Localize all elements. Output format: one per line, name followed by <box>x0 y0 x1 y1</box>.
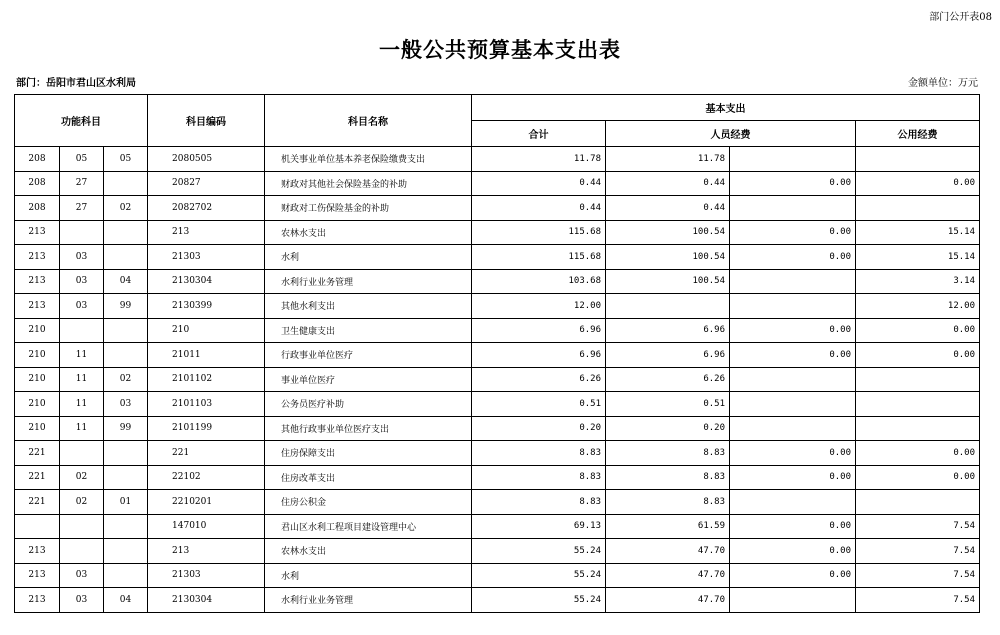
public-amount-cell: 12.00 <box>856 294 980 319</box>
budget-table <box>14 94 980 613</box>
func-class-cell: 213 <box>15 563 60 588</box>
func-section-cell <box>60 318 104 343</box>
func-item-cell <box>104 514 148 539</box>
personnel-sub-amount-cell: 0.00 <box>730 514 856 539</box>
subject-code-cell: 21303 <box>148 563 265 588</box>
subject-name-cell: 水利行业业务管理 <box>265 269 472 294</box>
total-amount-cell: 0.51 <box>472 392 606 417</box>
personnel-sub-amount-cell <box>730 269 856 294</box>
total-amount-cell: 0.44 <box>472 196 606 221</box>
func-class-cell: 208 <box>15 147 60 172</box>
table-row <box>15 245 980 270</box>
personnel-amount-cell: 100.54 <box>606 220 730 245</box>
table-row <box>15 465 980 490</box>
public-amount-cell: 15.14 <box>856 245 980 270</box>
func-section-cell: 02 <box>60 490 104 515</box>
header-personnel: 人员经费 <box>606 121 856 147</box>
func-class-cell: 213 <box>15 245 60 270</box>
public-amount-cell: 0.00 <box>856 171 980 196</box>
table-row <box>15 588 980 613</box>
subject-name-cell: 行政事业单位医疗 <box>265 343 472 368</box>
func-item-cell <box>104 220 148 245</box>
subject-name-cell: 公务员医疗补助 <box>265 392 472 417</box>
func-item-cell: 99 <box>104 416 148 441</box>
func-section-cell <box>60 220 104 245</box>
total-amount-cell: 6.96 <box>472 318 606 343</box>
func-item-cell: 02 <box>104 367 148 392</box>
func-item-cell <box>104 343 148 368</box>
table-row <box>15 196 980 221</box>
personnel-amount-cell: 8.83 <box>606 490 730 515</box>
subject-name-cell: 其他水利支出 <box>265 294 472 319</box>
header-subject-name: 科目名称 <box>265 95 472 147</box>
func-class-cell: 208 <box>15 171 60 196</box>
func-section-cell: 03 <box>60 269 104 294</box>
personnel-amount-cell <box>606 294 730 319</box>
amount-unit-label: 金额单位：万元 <box>908 78 978 89</box>
subject-code-cell: 22102 <box>148 465 265 490</box>
func-section-cell: 11 <box>60 343 104 368</box>
func-class-cell: 213 <box>15 588 60 613</box>
subject-code-cell: 210 <box>148 318 265 343</box>
page-title: 一般公共预算基本支出表 <box>379 37 621 62</box>
func-class-cell: 210 <box>15 343 60 368</box>
personnel-amount-cell: 0.20 <box>606 416 730 441</box>
header-total: 合计 <box>472 121 606 147</box>
table-row <box>15 294 980 319</box>
func-class-cell: 213 <box>15 294 60 319</box>
subject-name-cell: 农林水支出 <box>265 220 472 245</box>
table-row <box>15 171 980 196</box>
public-amount-cell: 7.54 <box>856 563 980 588</box>
personnel-sub-amount-cell: 0.00 <box>730 343 856 368</box>
subject-code-cell: 2130399 <box>148 294 265 319</box>
table-body <box>15 147 980 613</box>
table-row <box>15 514 980 539</box>
table-row <box>15 269 980 294</box>
total-amount-cell: 115.68 <box>472 245 606 270</box>
func-class-cell: 221 <box>15 465 60 490</box>
subject-name-cell: 水利 <box>265 563 472 588</box>
subject-code-cell: 2101199 <box>148 416 265 441</box>
personnel-amount-cell: 100.54 <box>606 269 730 294</box>
personnel-sub-amount-cell <box>730 416 856 441</box>
subject-name-cell: 财政对工伤保险基金的补助 <box>265 196 472 221</box>
func-item-cell <box>104 441 148 466</box>
personnel-sub-amount-cell <box>730 294 856 319</box>
public-amount-cell: 7.54 <box>856 514 980 539</box>
total-amount-cell: 0.44 <box>472 171 606 196</box>
table-row <box>15 343 980 368</box>
header-func-subject: 功能科目 <box>15 95 148 147</box>
personnel-amount-cell: 0.44 <box>606 196 730 221</box>
header-public: 公用经费 <box>856 121 980 147</box>
total-amount-cell: 69.13 <box>472 514 606 539</box>
public-amount-cell: 7.54 <box>856 539 980 564</box>
personnel-amount-cell: 6.96 <box>606 343 730 368</box>
table-row <box>15 563 980 588</box>
public-amount-cell <box>856 367 980 392</box>
subject-code-cell: 2101103 <box>148 392 265 417</box>
subject-code-cell: 2080505 <box>148 147 265 172</box>
public-amount-cell: 3.14 <box>856 269 980 294</box>
total-amount-cell: 11.78 <box>472 147 606 172</box>
public-amount-cell <box>856 490 980 515</box>
func-section-cell: 05 <box>60 147 104 172</box>
func-item-cell <box>104 465 148 490</box>
func-section-cell: 03 <box>60 294 104 319</box>
personnel-amount-cell: 0.51 <box>606 392 730 417</box>
subject-name-cell: 水利 <box>265 245 472 270</box>
subject-name-cell: 水利行业业务管理 <box>265 588 472 613</box>
func-item-cell <box>104 318 148 343</box>
public-amount-cell <box>856 147 980 172</box>
header-basic-expense: 基本支出 <box>472 95 980 121</box>
public-amount-cell <box>856 392 980 417</box>
func-item-cell: 02 <box>104 196 148 221</box>
personnel-sub-amount-cell <box>730 392 856 417</box>
func-class-cell: 221 <box>15 441 60 466</box>
func-class-cell: 221 <box>15 490 60 515</box>
total-amount-cell: 12.00 <box>472 294 606 319</box>
func-section-cell: 03 <box>60 245 104 270</box>
subject-name-cell: 君山区水利工程项目建设管理中心 <box>265 514 472 539</box>
func-class-cell: 213 <box>15 539 60 564</box>
subject-name-cell: 机关事业单位基本养老保险缴费支出 <box>265 147 472 172</box>
total-amount-cell: 55.24 <box>472 588 606 613</box>
func-section-cell <box>60 441 104 466</box>
subject-code-cell: 213 <box>148 220 265 245</box>
func-class-cell: 213 <box>15 220 60 245</box>
personnel-sub-amount-cell <box>730 367 856 392</box>
public-amount-cell <box>856 416 980 441</box>
personnel-sub-amount-cell <box>730 490 856 515</box>
func-class-cell: 210 <box>15 416 60 441</box>
table-row <box>15 416 980 441</box>
personnel-amount-cell: 6.96 <box>606 318 730 343</box>
func-item-cell <box>104 563 148 588</box>
func-class-cell: 210 <box>15 392 60 417</box>
table-row <box>15 392 980 417</box>
public-amount-cell: 0.00 <box>856 343 980 368</box>
total-amount-cell: 6.96 <box>472 343 606 368</box>
table-row <box>15 441 980 466</box>
form-number: 部门公开表08 <box>929 12 992 23</box>
subject-code-cell: 2082702 <box>148 196 265 221</box>
public-amount-cell: 0.00 <box>856 465 980 490</box>
total-amount-cell: 55.24 <box>472 539 606 564</box>
func-class-cell <box>15 514 60 539</box>
func-section-cell: 02 <box>60 465 104 490</box>
func-section-cell: 03 <box>60 588 104 613</box>
func-section-cell: 11 <box>60 367 104 392</box>
personnel-sub-amount-cell: 0.00 <box>730 539 856 564</box>
personnel-sub-amount-cell: 0.00 <box>730 220 856 245</box>
func-class-cell: 208 <box>15 196 60 221</box>
func-item-cell: 99 <box>104 294 148 319</box>
func-section-cell <box>60 539 104 564</box>
personnel-amount-cell: 47.70 <box>606 539 730 564</box>
personnel-sub-amount-cell: 0.00 <box>730 465 856 490</box>
department-label: 部门：岳阳市君山区水利局 <box>16 78 136 89</box>
personnel-amount-cell: 47.70 <box>606 563 730 588</box>
subject-name-cell: 其他行政事业单位医疗支出 <box>265 416 472 441</box>
subject-name-cell: 住房保障支出 <box>265 441 472 466</box>
personnel-sub-amount-cell: 0.00 <box>730 318 856 343</box>
func-item-cell: 05 <box>104 147 148 172</box>
func-item-cell: 01 <box>104 490 148 515</box>
header-subject-code: 科目编码 <box>148 95 265 147</box>
subject-name-cell: 事业单位医疗 <box>265 367 472 392</box>
public-amount-cell: 7.54 <box>856 588 980 613</box>
personnel-amount-cell: 8.83 <box>606 441 730 466</box>
total-amount-cell: 115.68 <box>472 220 606 245</box>
table-row <box>15 490 980 515</box>
personnel-amount-cell: 61.59 <box>606 514 730 539</box>
func-section-cell: 27 <box>60 196 104 221</box>
subject-name-cell: 财政对其他社会保险基金的补助 <box>265 171 472 196</box>
subject-name-cell: 住房改革支出 <box>265 465 472 490</box>
func-section-cell <box>60 514 104 539</box>
public-amount-cell: 0.00 <box>856 318 980 343</box>
personnel-sub-amount-cell: 0.00 <box>730 563 856 588</box>
func-section-cell: 27 <box>60 171 104 196</box>
func-item-cell: 04 <box>104 588 148 613</box>
personnel-amount-cell: 8.83 <box>606 465 730 490</box>
subject-name-cell: 农林水支出 <box>265 539 472 564</box>
subject-code-cell: 21011 <box>148 343 265 368</box>
subject-code-cell: 221 <box>148 441 265 466</box>
table-row <box>15 147 980 172</box>
personnel-amount-cell: 6.26 <box>606 367 730 392</box>
public-amount-cell: 15.14 <box>856 220 980 245</box>
table-row <box>15 539 980 564</box>
personnel-amount-cell: 11.78 <box>606 147 730 172</box>
total-amount-cell: 0.20 <box>472 416 606 441</box>
total-amount-cell: 8.83 <box>472 465 606 490</box>
func-item-cell: 03 <box>104 392 148 417</box>
subject-name-cell: 卫生健康支出 <box>265 318 472 343</box>
public-amount-cell <box>856 196 980 221</box>
subject-code-cell: 2130304 <box>148 588 265 613</box>
personnel-amount-cell: 100.54 <box>606 245 730 270</box>
func-section-cell: 11 <box>60 416 104 441</box>
subject-code-cell: 213 <box>148 539 265 564</box>
total-amount-cell: 8.83 <box>472 441 606 466</box>
personnel-sub-amount-cell <box>730 196 856 221</box>
total-amount-cell: 6.26 <box>472 367 606 392</box>
subject-name-cell: 住房公积金 <box>265 490 472 515</box>
total-amount-cell: 55.24 <box>472 563 606 588</box>
func-class-cell: 210 <box>15 367 60 392</box>
personnel-sub-amount-cell: 0.00 <box>730 441 856 466</box>
func-item-cell <box>104 171 148 196</box>
func-class-cell: 210 <box>15 318 60 343</box>
func-item-cell <box>104 539 148 564</box>
table-header <box>15 95 980 147</box>
table-row <box>15 318 980 343</box>
subject-code-cell: 20827 <box>148 171 265 196</box>
personnel-sub-amount-cell <box>730 588 856 613</box>
personnel-amount-cell: 47.70 <box>606 588 730 613</box>
subject-code-cell: 21303 <box>148 245 265 270</box>
total-amount-cell: 103.68 <box>472 269 606 294</box>
func-class-cell: 213 <box>15 269 60 294</box>
func-item-cell: 04 <box>104 269 148 294</box>
personnel-amount-cell: 0.44 <box>606 171 730 196</box>
personnel-sub-amount-cell: 0.00 <box>730 171 856 196</box>
personnel-sub-amount-cell <box>730 147 856 172</box>
func-item-cell <box>104 245 148 270</box>
public-amount-cell: 0.00 <box>856 441 980 466</box>
total-amount-cell: 8.83 <box>472 490 606 515</box>
func-section-cell: 03 <box>60 563 104 588</box>
table-row <box>15 367 980 392</box>
subject-code-cell: 2101102 <box>148 367 265 392</box>
subject-code-cell: 2130304 <box>148 269 265 294</box>
subject-code-cell: 147010 <box>148 514 265 539</box>
personnel-sub-amount-cell: 0.00 <box>730 245 856 270</box>
subject-code-cell: 2210201 <box>148 490 265 515</box>
func-section-cell: 11 <box>60 392 104 417</box>
table-row <box>15 220 980 245</box>
